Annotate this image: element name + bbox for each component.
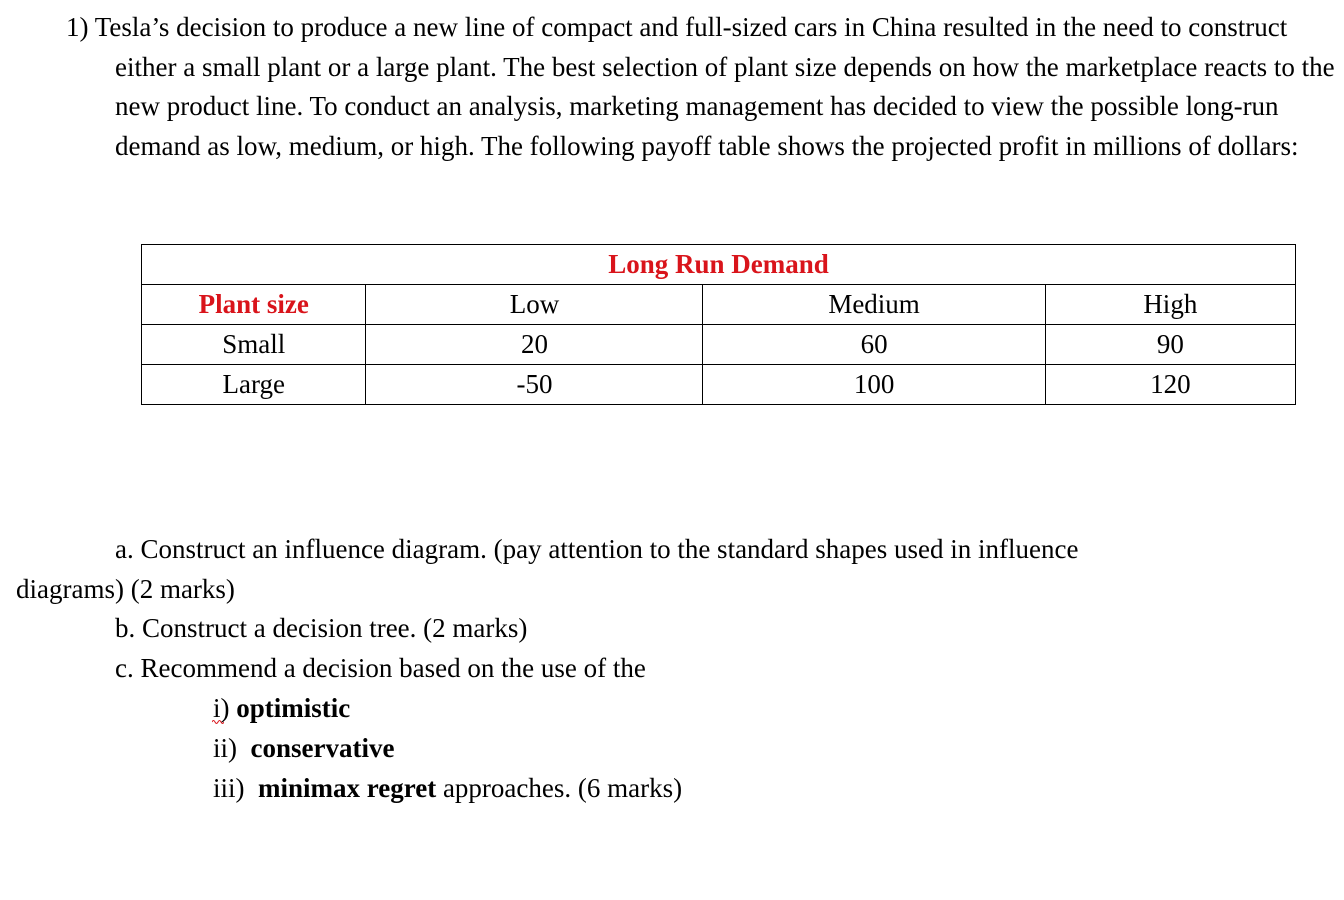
row-label-large: Large: [142, 365, 366, 405]
part-b: b. Construct a decision tree. (2 marks): [115, 613, 528, 643]
cell-large-low: -50: [366, 365, 703, 405]
cell-large-medium: 100: [703, 365, 1045, 405]
long-run-demand-header: Long Run Demand: [142, 245, 1296, 285]
column-low: Low: [366, 285, 703, 325]
spellcheck-squiggle-icon: [212, 719, 224, 725]
sub-num-ii: ii): [213, 733, 237, 763]
sub-item-conservative: [213, 729, 394, 769]
sub-bold-optimistic: optimistic: [236, 693, 351, 723]
sub-item-optimistic: [213, 689, 350, 729]
payoff-table: [141, 244, 1296, 405]
sub-num-iii: iii): [213, 773, 245, 803]
sub-bold-minimax-regret: minimax regret: [258, 773, 437, 803]
table-row: [142, 325, 1296, 365]
sub-num-i: [213, 689, 230, 729]
cell-small-low: 20: [366, 325, 703, 365]
table-header-row: [142, 245, 1296, 285]
sub-rest-iii: approaches. (6 marks): [436, 773, 683, 803]
part-a-line2: diagrams) (2 marks): [16, 573, 235, 604]
cell-small-high: 90: [1045, 325, 1295, 365]
part-c: c. Recommend a decision based on the use of the: [115, 653, 646, 683]
question-text: 1) Tesla’s decision to produce a new line of compact and full-sized cars in China resulted in the need to construct either a small plant or a large plant. The best selection of plant size depends on how the marketplace reacts to the new product line. To conduct an analysis, marketing management has decided to view the possible long-run demand as low, medium, or high. The following payoff table shows the projected profit in millions of dollars:: [66, 12, 1335, 161]
table-column-row: [142, 285, 1296, 325]
column-high: High: [1045, 285, 1295, 325]
column-medium: Medium: [703, 285, 1045, 325]
plant-size-header: Plant size: [142, 285, 366, 325]
part-a-line1: a. Construct an influence diagram. (pay attention to the standard shapes used in influence: [115, 534, 1079, 564]
sub-bold-conservative: conservative: [250, 733, 395, 763]
sub-num-i-text: i): [213, 693, 230, 723]
part-a: [16, 530, 1216, 609]
table-row: [142, 365, 1296, 405]
cell-large-high: 120: [1045, 365, 1295, 405]
cell-small-medium: 60: [703, 325, 1045, 365]
row-label-small: Small: [142, 325, 366, 365]
sub-item-minimax-regret: [213, 769, 682, 809]
